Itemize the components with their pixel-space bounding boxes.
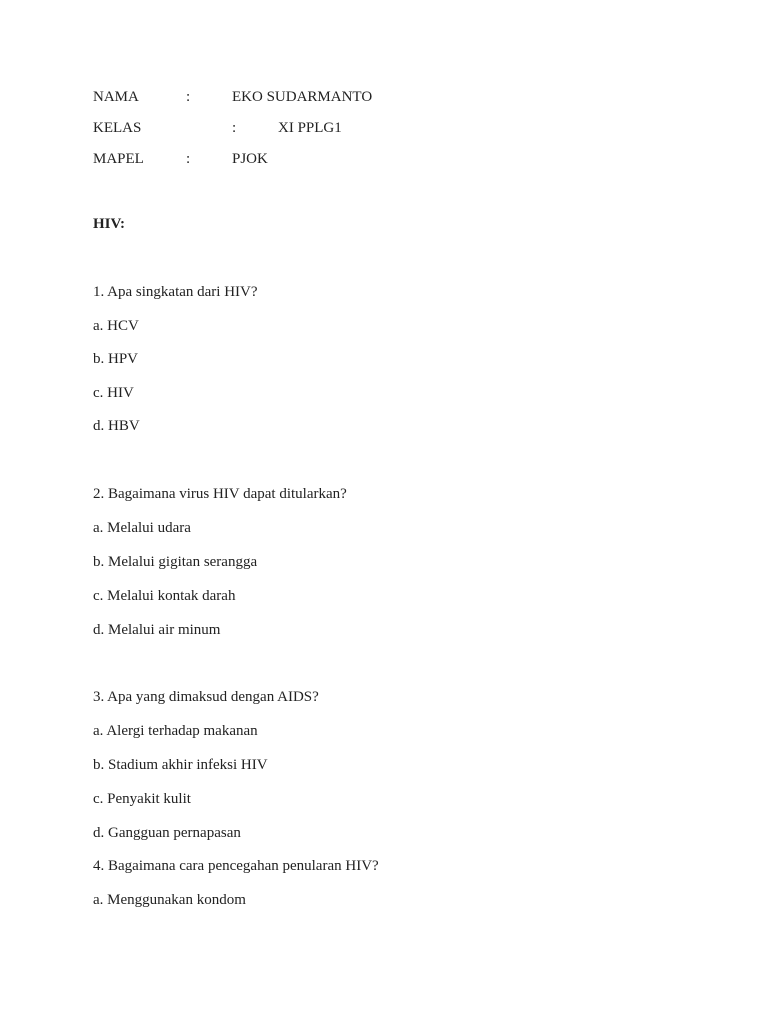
answer-option: c. Penyakit kulit (93, 791, 191, 807)
answer-option: b. Melalui gigitan serangga (93, 554, 258, 570)
header-value: XI PPLG1 (278, 120, 342, 136)
answer-option: c. Melalui kontak darah (93, 588, 236, 604)
answer-option: d. Melalui air minum (93, 622, 221, 638)
header-colon: : (232, 120, 237, 136)
answer-option: a. Melalui udara (93, 520, 191, 536)
header-label: NAMA (93, 89, 139, 105)
answer-option: c. HIV (93, 385, 134, 401)
question-text: 4. Bagaimana cara pencegahan penularan HIV? (93, 858, 379, 874)
header-row-nama (93, 88, 493, 106)
question-text: 1. Apa singkatan dari HIV? (93, 284, 258, 300)
header-label: MAPEL (93, 151, 144, 167)
answer-option: a. Menggunakan kondom (93, 892, 246, 908)
question-text: 2. Bagaimana virus HIV dapat ditularkan? (93, 486, 347, 502)
header-value: EKO SUDARMANTO (232, 89, 373, 105)
answer-option: b. HPV (93, 351, 139, 367)
question-text: 3. Apa yang dimaksud dengan AIDS? (93, 689, 319, 705)
header-row-kelas (93, 119, 493, 137)
header-row-mapel (93, 150, 493, 168)
header-colon: : (186, 151, 191, 167)
answer-option: d. Gangguan pernapasan (93, 825, 241, 841)
header-label: KELAS (93, 120, 142, 136)
answer-option: b. Stadium akhir infeksi HIV (93, 757, 268, 773)
answer-option: a. HCV (93, 318, 139, 334)
header-value: PJOK (232, 151, 268, 167)
section-title: HIV: (93, 216, 125, 232)
answer-option: a. Alergi terhadap makanan (93, 723, 258, 739)
answer-option: d. HBV (93, 418, 140, 434)
header-colon: : (186, 89, 191, 105)
